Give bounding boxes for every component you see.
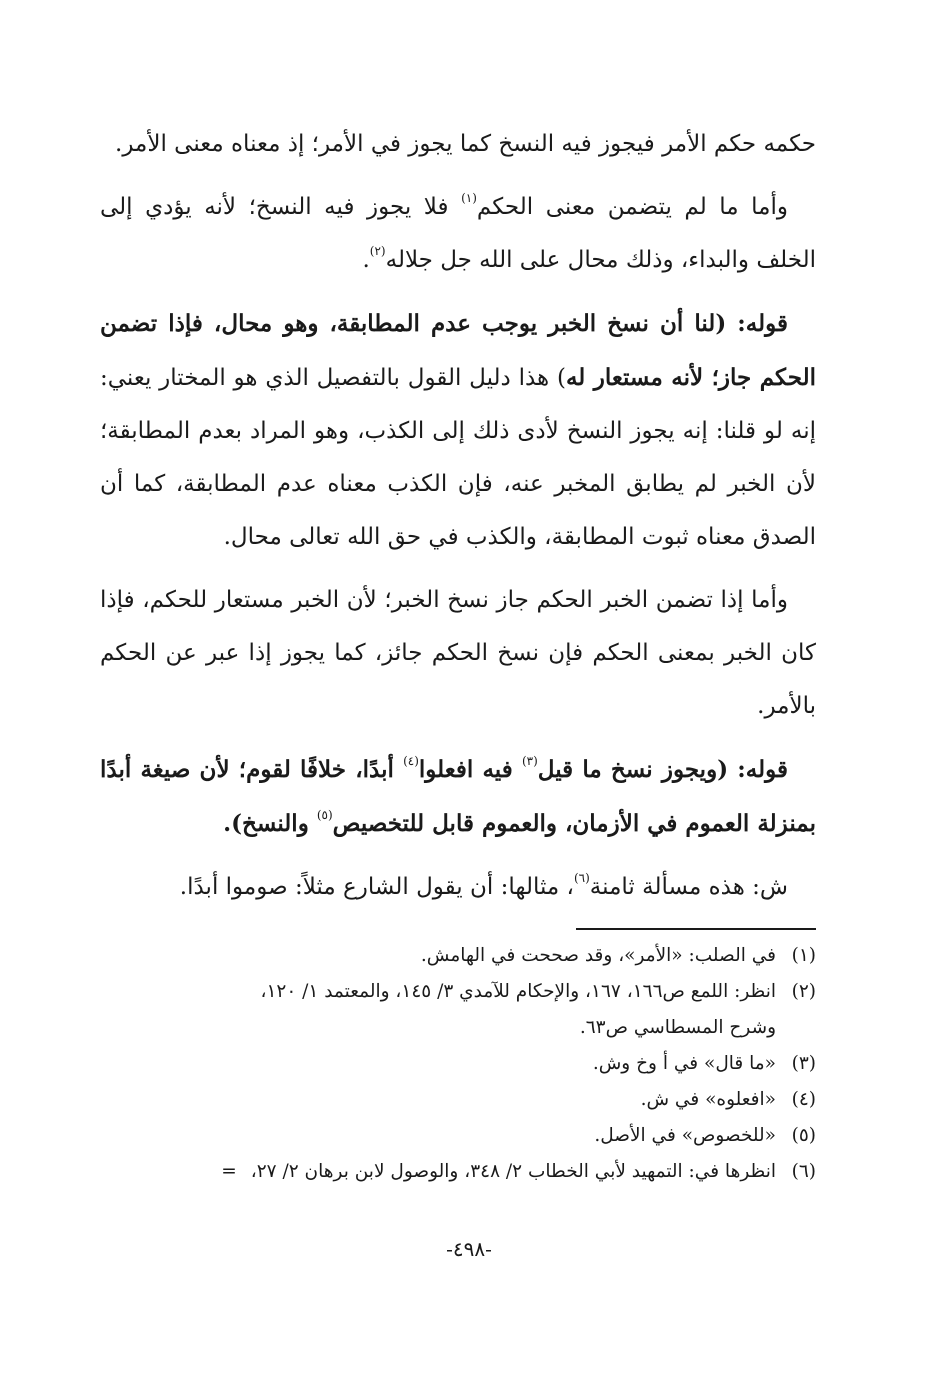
page-number: -٤٩٨-	[446, 1237, 492, 1261]
paragraph-6-part-2: ، مثالها: أن يقول الشارع مثلاً: صوموا أبدًا.	[179, 874, 574, 900]
continuation-mark: =	[221, 1161, 237, 1182]
footnote-number: (٥)	[791, 1125, 816, 1146]
paragraph-3-quote: لنا أن نسخ الخبر يوجب عدم المطابقة، وهو محال، فإذا تضمن الحكم جاز؛ لأنه مستعار له	[100, 310, 816, 391]
footnote-text: «ما قال» في أ وخ وش.	[592, 1053, 776, 1074]
footnote-ref-2[interactable]: (٢)	[369, 244, 386, 258]
paragraph-4-text: وأما إذا تضمن الخبر الحكم جاز نسخ الخبر؛ لأن الخبر مستعار للحكم، فإذا كان الخبر بمعنى الحكم فإن نسخ الحكم جائز، كما يجوز إذا عبر عن الحكم بالأمر.	[100, 587, 816, 719]
paragraph-5-quote-2: فيه افعلوا	[418, 756, 522, 783]
footnote-text: «افعلوه» في ش.	[640, 1089, 776, 1110]
paragraph-5-quote-1: ويجوز نسخ ما قيل	[537, 756, 718, 783]
footnote-text: «للخصوص» في الأصل.	[594, 1125, 776, 1146]
paragraph-2	[100, 181, 816, 287]
footnote-ref-4[interactable]: (٤)	[403, 754, 419, 768]
footnote-4	[80, 1082, 816, 1118]
footnote-ref-1[interactable]: (١)	[461, 191, 477, 205]
footnote-ref-5[interactable]: (٥)	[316, 808, 333, 822]
paragraph-5-quote-4: والنسخ	[241, 810, 317, 837]
footnotes	[80, 938, 816, 1190]
footnote-ref-3[interactable]: (٣)	[521, 754, 538, 768]
footnote-text: في الصلب: «الأمر»، وقد صححت في الهامش.	[420, 945, 776, 966]
footnote-separator	[576, 928, 816, 930]
paragraph-2-part-1: وأما ما لم يتضمن معنى الحكم	[476, 194, 788, 220]
paragraph-6	[100, 861, 816, 914]
footnote-ref-6[interactable]: (٦)	[573, 871, 590, 885]
footnote-6	[80, 1154, 816, 1190]
footnote-3	[80, 1046, 816, 1082]
paragraph-3	[100, 297, 816, 564]
footnote-number: (١)	[791, 945, 816, 966]
footnote-5	[80, 1118, 816, 1154]
paragraph-3-lead: قوله: (	[715, 310, 788, 337]
paragraph-5-quote-3: أبدًا، خلافًا لقوم؛ لأن صيغة أبدًا بمنزلة العموم في الأزمان، والعموم قابل للتخصيص	[100, 756, 816, 837]
footnote-number: (٢)	[791, 981, 816, 1002]
footnote-number: (٤)	[791, 1089, 816, 1110]
paragraph-4	[100, 574, 816, 733]
paragraph-2-part-3: .	[362, 247, 370, 273]
paragraph-3-explanation: ) هذا دليل القول بالتفصيل الذي هو المختار يعني: إنه لو قلنا: إنه يجوز النسخ لأدى ذلك إلى الكذب، وهو المراد بعدم المطابقة؛ لأن الخبر لم يطابق المخبر عنه، فإن الكذب معناه عدم المطابقة، كما أن الصدق معناه ثبوت المطابقة، والكذب في حق الله تعالى محال.	[100, 365, 816, 550]
footnote-text	[80, 1154, 776, 1190]
footnote-2-continuation: وشرح المسطاسي ص٦٣.	[579, 1017, 776, 1038]
main-text	[100, 118, 816, 924]
paragraph-5-lead: قوله: (	[717, 756, 788, 783]
paragraph-5	[100, 743, 816, 851]
paragraph-2-part-2: فلا يجوز فيه النسخ؛ لأنه يؤدي إلى الخلف والبداء، وذلك محال على الله جل جلاله	[100, 194, 816, 273]
footnote-1	[80, 938, 816, 974]
footnote-6-text: انظرها في: التمهيد لأبي الخطاب ٢/ ٣٤٨، والوصول لابن برهان ٢/ ٢٧،	[250, 1161, 776, 1182]
paragraph-6-part-1: ش: هذه مسألة ثامنة	[589, 874, 788, 900]
paragraph-1	[100, 118, 816, 171]
paragraph-1-text: حكمه حكم الأمر فيجوز فيه النسخ كما يجوز في الأمر؛ إذ معناه معنى الأمر.	[115, 131, 816, 157]
footnote-number: (٣)	[791, 1053, 816, 1074]
paragraph-5-end: ).	[223, 810, 242, 837]
footnote-2	[80, 974, 816, 1010]
footnote-text: انظر: اللمع ص١٦٦، ١٦٧، والإحكام للآمدي ٣/ ١٤٥، والمعتمد ١/ ١٢٠،	[260, 981, 776, 1002]
footnote-number: (٦)	[791, 1161, 816, 1182]
